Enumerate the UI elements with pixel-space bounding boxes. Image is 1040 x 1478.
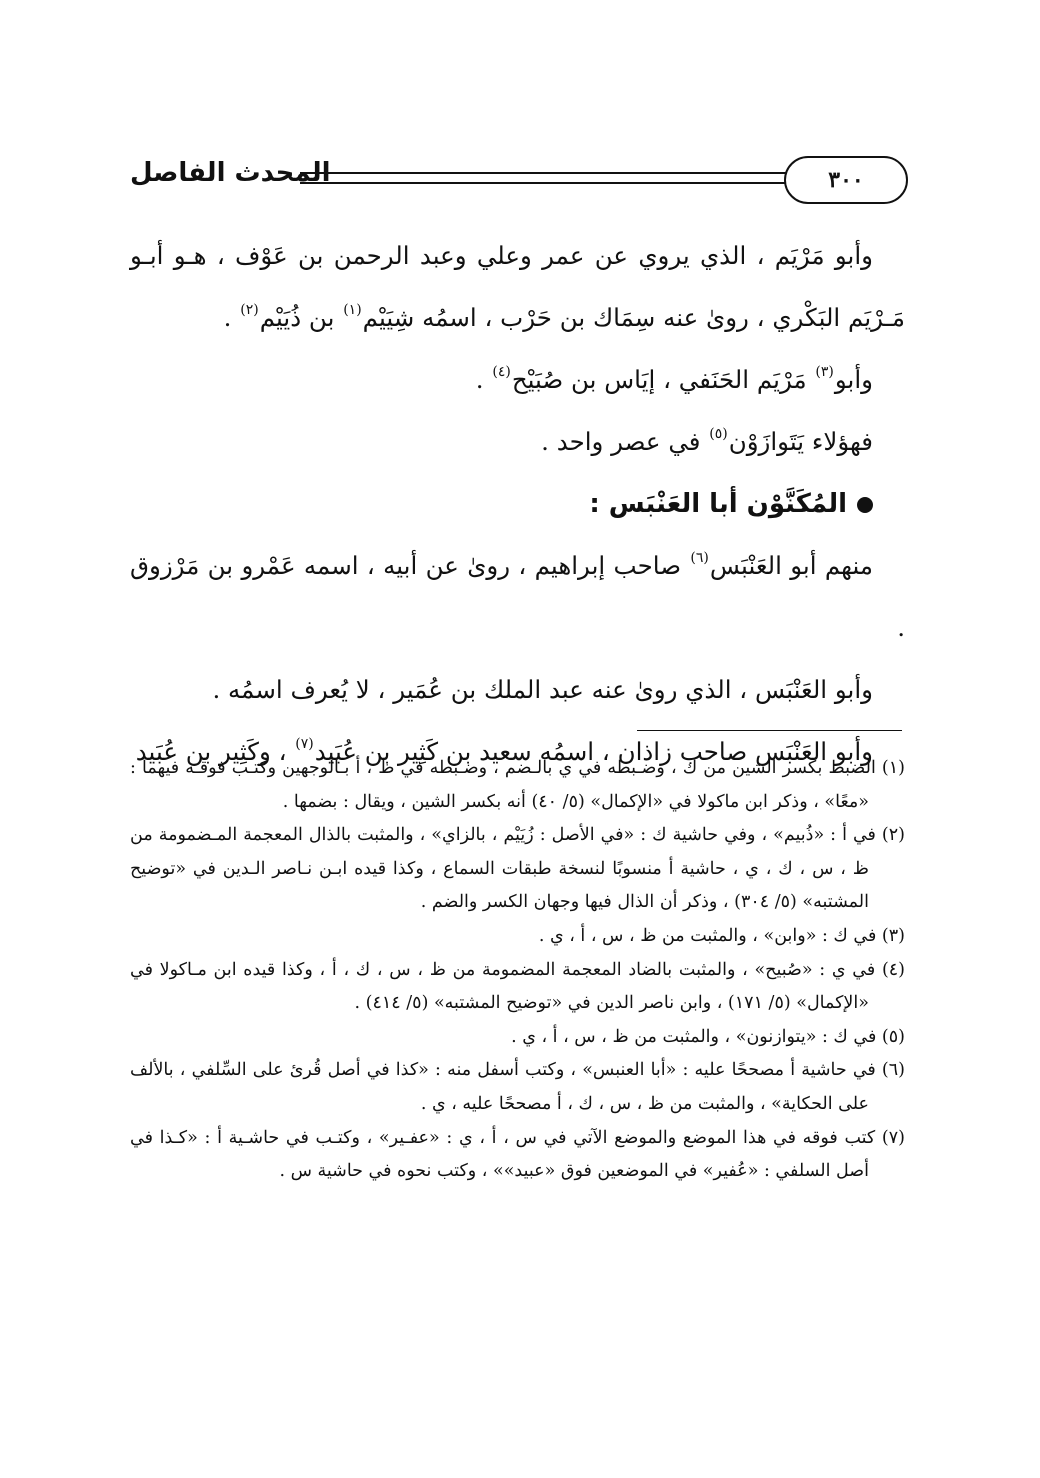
footnote-7: (٧) كتب فوقه في هذا الموضع والموضع الآتي في س ، أ ، ي : «عفـير» ، وكتـب في حاشـية أ : «كـذا في أصل السلفي : «عُفير» في الموضعين فوق «عبيد»» ، وكتب نحوه في حاشية س . <box>130 1127 905 1182</box>
paragraph-1-line-2c: . <box>223 303 240 332</box>
paragraph-2-text-b: مَرْيَم الحَنَفي ، إيَاس بن صُبَيْح <box>511 365 815 394</box>
footnote-1: (١) الضبط بكسر الشين من ك ، وضـبطه في ي بالـضم ، وضـبطه في ظ ، أ بـالوجهين وكتـب فوقـه فيهما : «معًا» ، وذكر ابن ماكولا في «الإكمال» (٥/ ٤٠) أنه بكسر الشين ، ويقال : بضمها . <box>130 758 905 812</box>
footnotes <box>130 752 905 1189</box>
footnote-3: (٣) في ك : «وابن» ، والمثبت من ظ ، س ، أ ، ي . <box>538 925 905 946</box>
paragraph-5-text: وأبو العَنْبَس ، الذي روىٰ عنه عبد الملك بن عُمَير ، لا يُعرف اسمُه . <box>212 675 873 704</box>
paragraph-2-text-a: وأبو <box>834 365 873 394</box>
paragraph-3-text-b: في عصر واحد . <box>541 427 709 456</box>
footnote-ref-5[interactable]: (٥) <box>709 426 728 442</box>
footnote-ref-1[interactable]: (١) <box>343 302 362 318</box>
paragraph-6-text-a: وأبو العَنْبَس صاحب زاذان ، اسمُه سعيد بن كَثِير بن عُبَيد <box>314 737 873 766</box>
paragraph-2-text-c: . <box>475 365 492 394</box>
footnote-separator <box>637 730 902 731</box>
page-number: ٣٠٠ <box>784 156 908 204</box>
footnote-2: (٢) في أ : «ذُبيم» ، وفي حاشية ك : «في الأصل : زُيَيْم ، بالزاي» ، والمثبت بالذال المعجمة المـضمومة من ظ ، س ، ك ، ي ، حاشية أ منسوبًا لنسخة طبقات السماع ، وكذا قيده ابـن نـاصر الـدين في «توضيح المشتبه» (٥/ ٣٠٤) ، وذكر أن الذال فيها وجهان الكسر والضم . <box>130 825 905 913</box>
paragraph-2 <box>130 349 905 411</box>
footnote-ref-6[interactable]: (٦) <box>690 550 709 566</box>
running-title: المحدث الفاصل <box>130 158 331 188</box>
footnote-4: (٤) في ي : «صُبيح» ، والمثبت بالضاد المعجمة المضمومة من ظ ، س ، ك ، أ ، وكذا قيده ابن مـاكولا في «الإكمال» (٥/ ١٧١) ، وابن ناصر الدين في «توضيح المشتبه» (٥/ ٤١٤) . <box>130 959 905 1014</box>
paragraph-1-line-2a: البَكْري ، روىٰ عنه سِمَاك بن حَرْب ، اسمُه شِيَيْم <box>362 303 841 332</box>
section-heading-text: المُكَنَّوْن أبا العَنْبَس : <box>589 489 847 519</box>
paragraph-1-line-1: وأبو مَرْيَم ، الذي يروي عن عمر وعلي وعبد الرحمن بن عَوْف ، هـو أبـو مَـرْيَم <box>130 241 905 332</box>
paragraph-5 <box>130 659 905 721</box>
bullet-icon <box>857 497 873 513</box>
main-text <box>130 225 905 783</box>
footnote-6: (٦) في حاشية أ مصححًا عليه : «أبا العنبس» ، وكتب أسفل منه : «كذا في أصل قُرئ على السِّلفي ، بالألف على الحكاية» ، والمثبت من ظ ، س ، ك ، أ مصححًا عليه ، ي . <box>130 1060 905 1114</box>
footnote-5: (٥) في ك : «يتوازنون» ، والمثبت من ظ ، س ، أ ، ي . <box>511 1026 905 1047</box>
paragraph-3 <box>130 411 905 473</box>
footnote-ref-2[interactable]: (٢) <box>240 302 259 318</box>
footnote-ref-3[interactable]: (٣) <box>815 364 834 380</box>
footnote-ref-4[interactable]: (٤) <box>492 364 511 380</box>
page-header <box>130 150 908 210</box>
footnote-ref-7[interactable]: (٧) <box>295 736 314 752</box>
paragraph-4-text-b: صاحب إبراهيم ، روىٰ عن أبيه ، اسمه عَمْرو بن مَرْزوق . <box>130 551 905 642</box>
paragraph-6-text-b: ، وكَثِير بن عُبَيد <box>135 737 295 766</box>
paragraph-3-text-a: فهؤلاء يَتَوازَوْن <box>728 427 873 456</box>
paragraph-4 <box>130 535 905 659</box>
header-double-rule <box>300 172 790 184</box>
paragraph-1 <box>130 225 905 349</box>
paragraph-1-line-2b: بن ذُيَيْم <box>259 303 343 332</box>
section-heading <box>130 473 905 535</box>
paragraph-4-text-a: منهم أبو العَنْبَس <box>709 551 873 580</box>
